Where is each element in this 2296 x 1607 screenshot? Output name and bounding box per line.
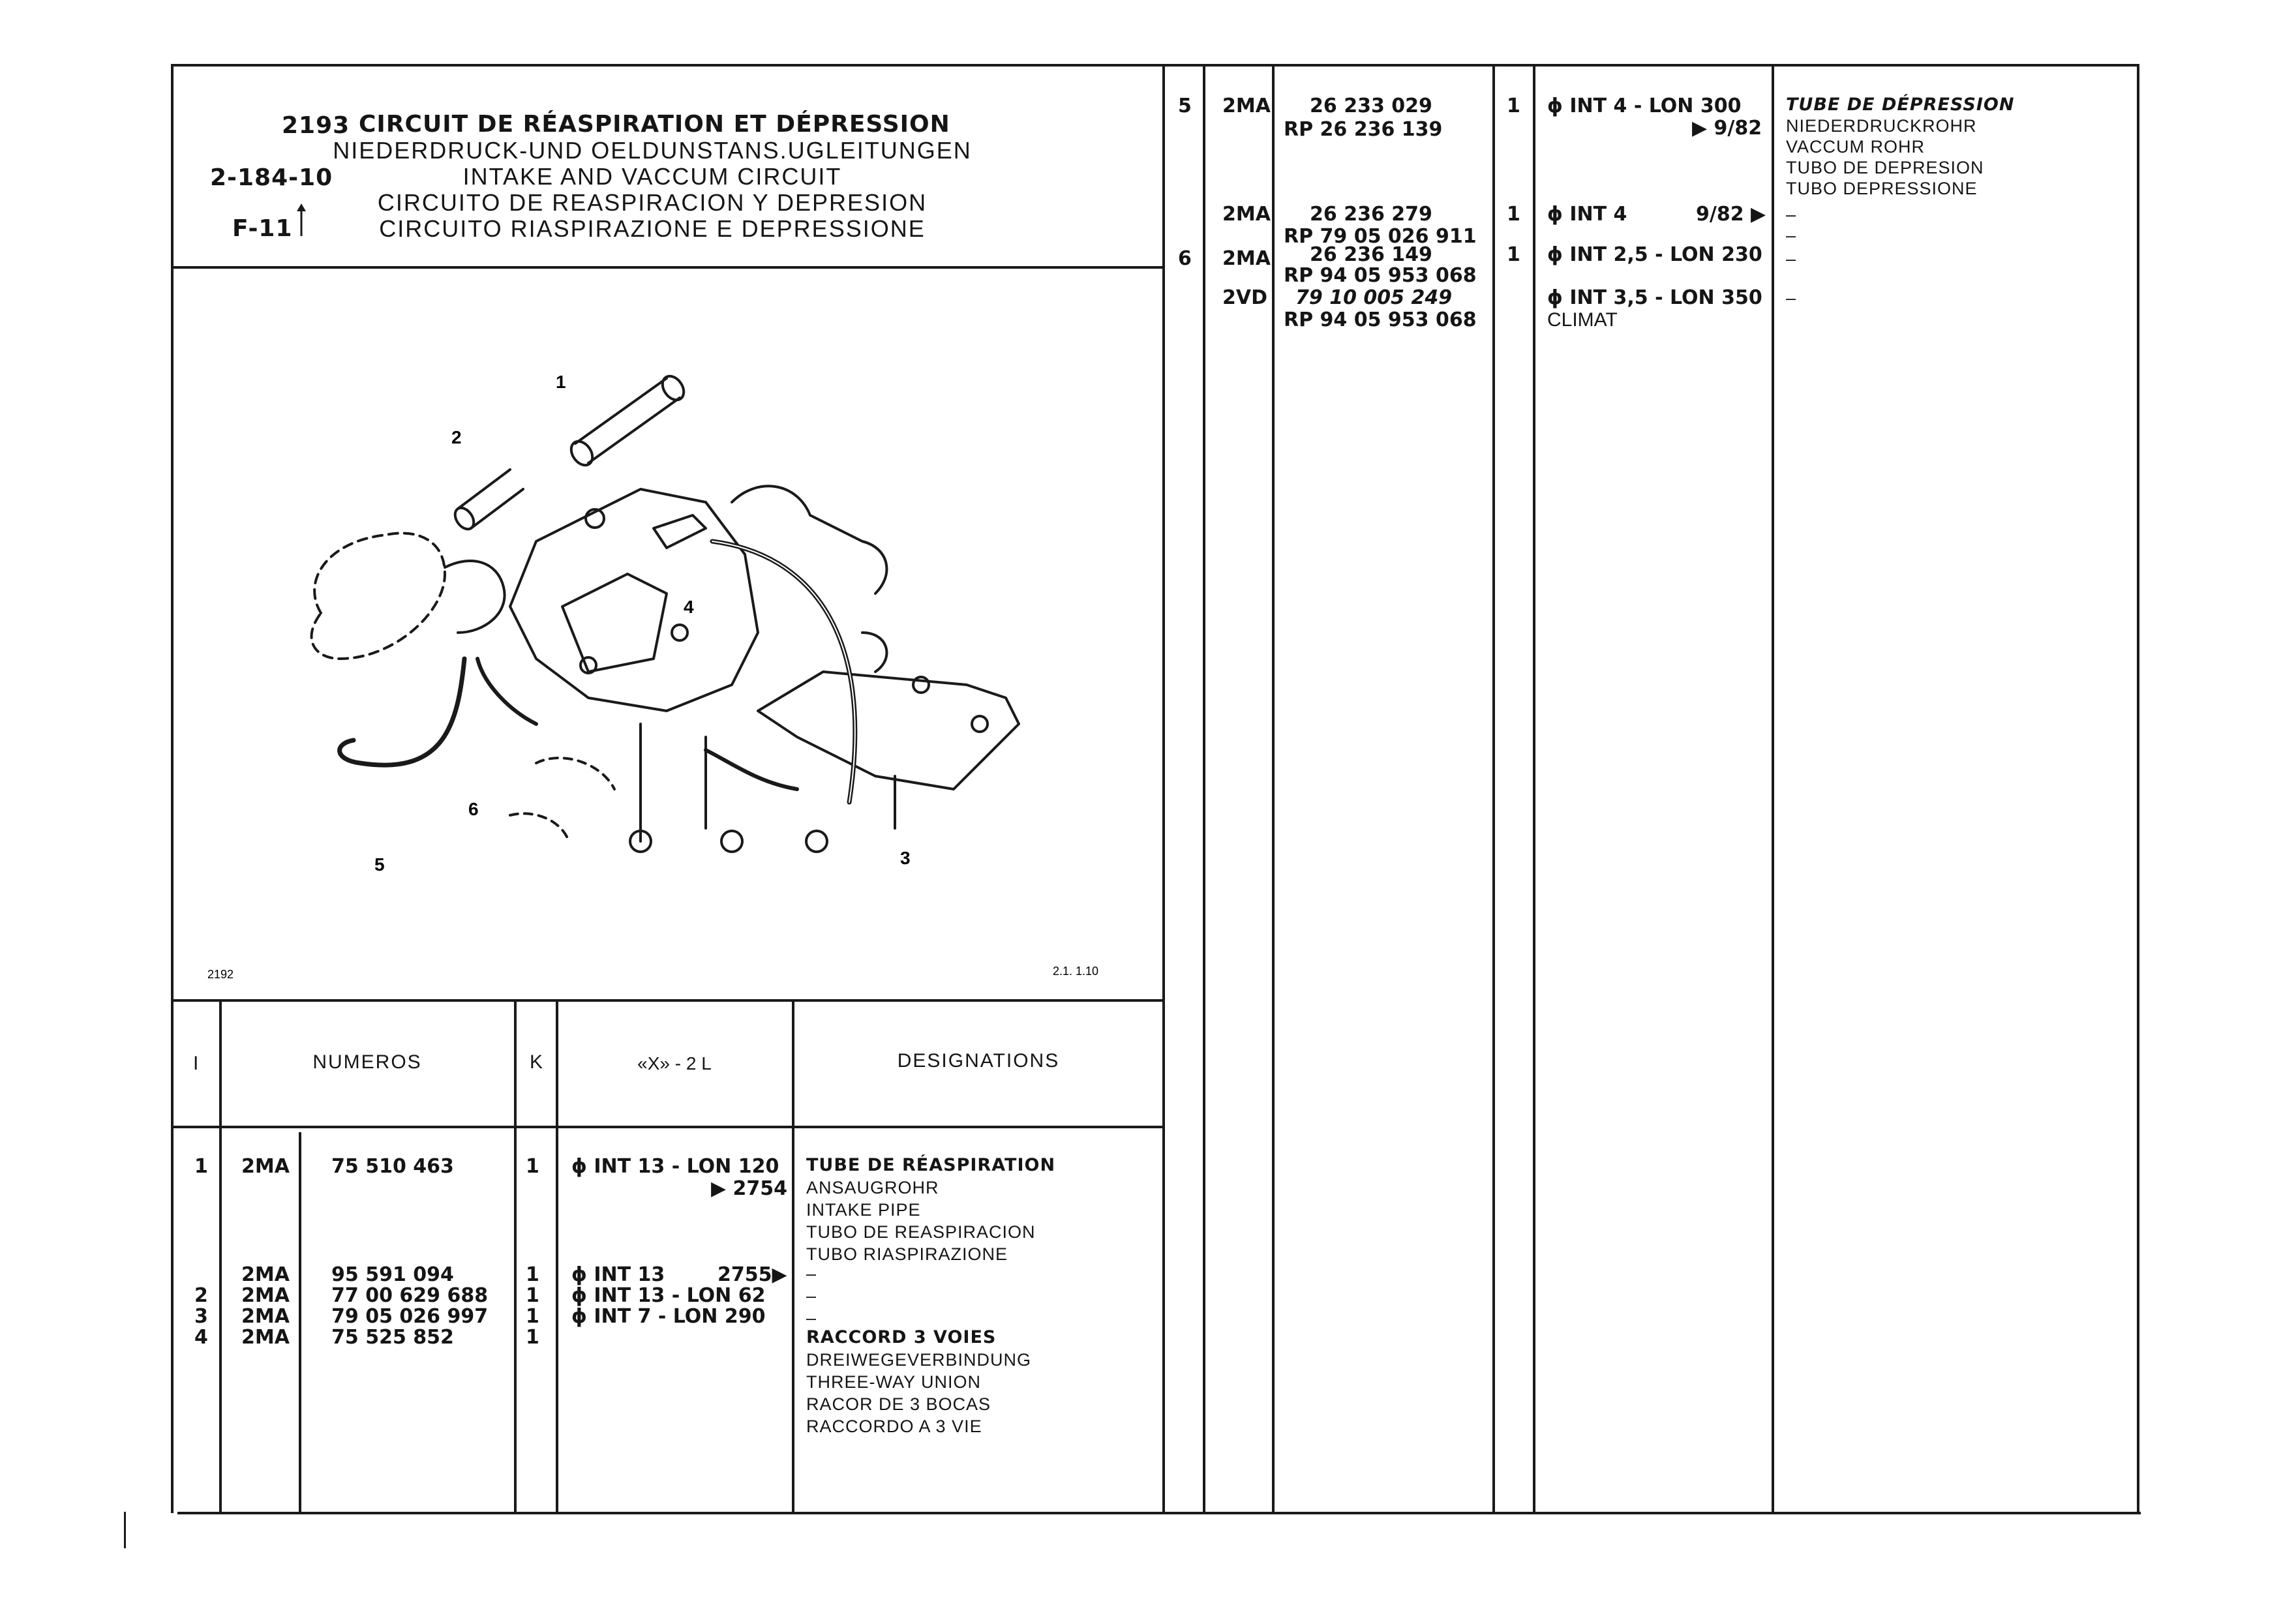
arrow-up-icon <box>295 202 308 237</box>
designation-dash: – <box>1786 205 1797 224</box>
row-i: 5 <box>1178 95 1192 117</box>
row-number: 75 510 463 <box>331 1155 454 1178</box>
row-replacement: RP 26 236 139 <box>1284 118 1443 141</box>
designation-title: RACCORD 3 VOIES <box>806 1327 997 1347</box>
row-number: 79 10 005 249 <box>1295 286 1453 309</box>
designation-title: TUBE DE DÉPRESSION <box>1786 95 2015 115</box>
row-code: 2MA <box>1222 247 1271 270</box>
frame-bottom <box>177 1512 2141 1514</box>
frame-right <box>2137 64 2139 1513</box>
designation-title: TUBE DE RÉASPIRATION <box>806 1155 1056 1175</box>
title-it: CIRCUITO RIASPIRAZIONE E DEPRESSIONE <box>379 215 926 242</box>
figure-divider <box>171 999 1164 1002</box>
colheader-divider <box>171 1126 1164 1128</box>
row-spec: ϕ INT 13 - LON 62 <box>571 1284 766 1307</box>
frame-top <box>171 64 2139 67</box>
row-spec: ϕ INT 2,5 - LON 230 <box>1547 243 1762 266</box>
designation-dash: – <box>806 1308 817 1328</box>
row-replacement: RP 94 05 953 068 <box>1284 308 1477 331</box>
row-number: 26 236 149 <box>1310 243 1432 266</box>
row-spec: ϕ INT 3,5 - LON 350 <box>1547 286 1762 309</box>
row-code: 2MA <box>241 1263 290 1286</box>
rcol-line-code <box>1272 64 1275 1513</box>
rcol-line-k <box>1533 64 1535 1513</box>
designation-line: VACCUM ROHR <box>1786 137 1925 157</box>
designation-line: NIEDERDRUCKROHR <box>1786 116 1977 136</box>
col-line-code <box>299 1132 301 1513</box>
row-spec: ϕ INT 13 - LON 120 <box>571 1155 779 1178</box>
row-k: 1 <box>526 1326 539 1349</box>
row-code: 2MA <box>1222 95 1271 117</box>
row-spec-date: 9/82 ▶ <box>1696 203 1766 226</box>
row-number: 79 05 026 997 <box>331 1305 489 1328</box>
callout-6: 6 <box>468 799 479 819</box>
row-k: 1 <box>526 1155 539 1178</box>
col-header-designations: DESIGNATIONS <box>897 1050 1060 1072</box>
row-code: 2MA <box>241 1305 290 1328</box>
designation-line: RACOR DE 3 BOCAS <box>806 1394 991 1414</box>
designation-line: THREE-WAY UNION <box>806 1372 982 1392</box>
title-en: INTAKE AND VACCUM CIRCUIT <box>462 163 842 190</box>
row-k: 1 <box>1507 203 1520 226</box>
row-number: 75 525 852 <box>331 1326 454 1349</box>
designation-dash: – <box>1786 226 1797 245</box>
col-line-k <box>556 999 558 1513</box>
row-spec-date: ▶ 9/82 <box>1692 117 1762 140</box>
col-line-num <box>514 999 517 1513</box>
row-spec-note: CLIMAT <box>1547 309 1618 331</box>
title-de: NIEDERDRUCK-UND OELDUNSTANS.UGLEITUNGEN <box>333 137 972 164</box>
row-k: 1 <box>526 1305 539 1328</box>
callout-3: 3 <box>900 848 911 868</box>
sheet-ref: 2-184-10 <box>210 164 333 191</box>
row-spec: ϕ INT 7 - LON 290 <box>571 1305 766 1328</box>
col-line-i <box>219 999 222 1513</box>
figure-ref-right: 2.1. 1.10 <box>1053 965 1099 978</box>
row-code: 2MA <box>1222 203 1271 226</box>
designation-line: RACCORDO A 3 VIE <box>806 1417 982 1436</box>
row-spec: ϕ INT 4 - LON 300 <box>1547 95 1742 117</box>
designation-line: DREIWEGEVERBINDUNG <box>806 1350 1032 1370</box>
designation-line: INTAKE PIPE <box>806 1200 921 1220</box>
row-i: 1 <box>194 1155 208 1178</box>
designation-line: ANSAUGROHR <box>806 1178 939 1197</box>
callout-2: 2 <box>451 427 462 447</box>
rcol-line-i <box>1203 64 1205 1513</box>
row-i: 3 <box>194 1305 208 1328</box>
rcol-line-spec <box>1772 64 1774 1513</box>
designation-dash: – <box>806 1286 817 1306</box>
callout-1: 1 <box>556 372 566 392</box>
row-number: 26 236 279 <box>1310 203 1432 226</box>
sheet-figure-ref: F-11 <box>232 215 293 242</box>
row-spec: ϕ INT 4 <box>1547 203 1627 226</box>
designation-line: TUBO DE REASPIRACION <box>806 1222 1036 1242</box>
title-es: CIRCUITO DE REASPIRACION Y DEPRESION <box>377 189 928 216</box>
row-code: 2VD <box>1222 286 1267 309</box>
row-k: 1 <box>1507 95 1520 117</box>
rcol-line-num <box>1492 64 1495 1513</box>
callout-5: 5 <box>374 854 385 875</box>
row-replacement: RP 94 05 953 068 <box>1284 264 1477 287</box>
row-code: 2MA <box>241 1155 290 1178</box>
callout-4: 4 <box>684 597 694 617</box>
row-spec-date: ▶ 2754 <box>711 1177 788 1200</box>
margin-mark <box>124 1512 126 1548</box>
row-replacement: RP 79 05 026 911 <box>1284 225 1477 248</box>
row-spec: ϕ INT 13 <box>571 1263 665 1286</box>
figure-ref-left: 2192 <box>207 968 234 981</box>
row-spec-date: 2755▶ <box>718 1263 787 1286</box>
col-line-spec <box>792 999 794 1513</box>
row-number: 77 00 629 688 <box>331 1284 489 1307</box>
designation-dash: – <box>806 1264 817 1284</box>
row-number: 95 591 094 <box>331 1263 454 1286</box>
designation-line: TUBO RIASPIRAZIONE <box>806 1244 1008 1264</box>
title-fr: CIRCUIT DE RÉASPIRATION ET DÉPRESSION <box>359 111 950 138</box>
col-header-k: K <box>529 1051 543 1073</box>
col-header-i: I <box>193 1053 199 1074</box>
row-code: 2MA <box>241 1326 290 1349</box>
designation-line: TUBO DE DEPRESION <box>1786 158 1984 177</box>
row-i: 4 <box>194 1326 208 1349</box>
designation-dash: – <box>1786 288 1797 308</box>
col-header-numeros: NUMEROS <box>312 1051 422 1073</box>
exploded-diagram <box>171 267 1164 998</box>
row-k: 1 <box>526 1263 539 1286</box>
designation-line: TUBO DEPRESSIONE <box>1786 179 1978 198</box>
row-code: 2MA <box>241 1284 290 1307</box>
row-i: 6 <box>1178 247 1192 270</box>
col-header-model: «X» - 2 L <box>637 1053 712 1074</box>
row-number: 26 233 029 <box>1310 95 1432 117</box>
row-i: 2 <box>194 1284 208 1307</box>
sheet-code: 2193 <box>282 112 350 139</box>
row-k: 1 <box>526 1284 539 1307</box>
row-k: 1 <box>1507 243 1520 266</box>
designation-dash: – <box>1786 249 1797 269</box>
